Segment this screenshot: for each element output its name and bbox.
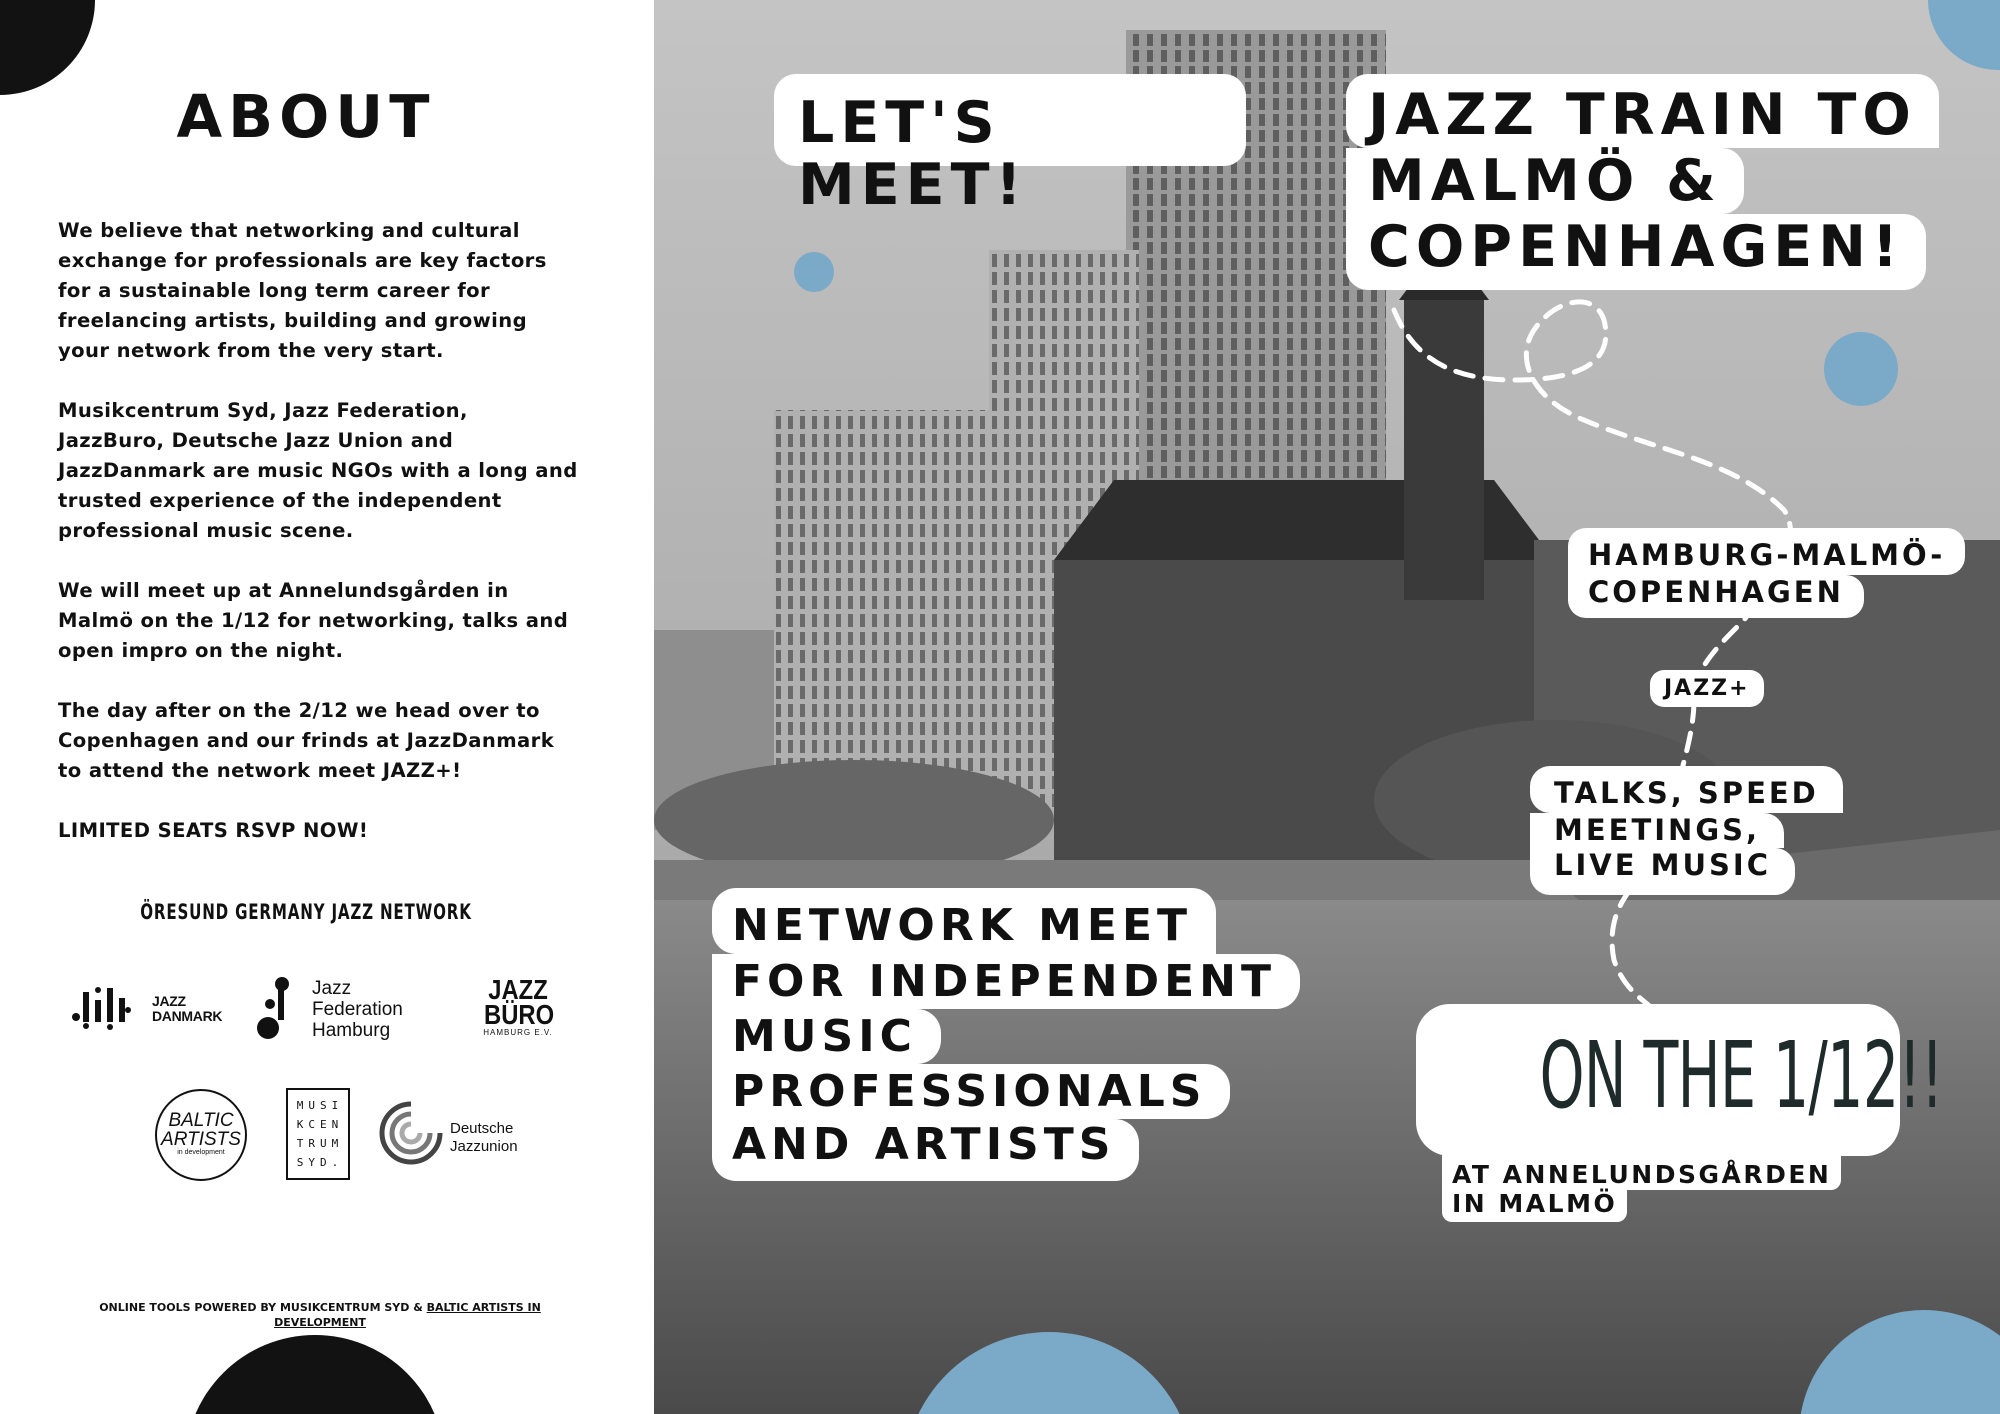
footer-text: ONLINE TOOLS POWERED BY MUSIKCENTRUM SYD & xyxy=(99,1301,427,1314)
route-line: COPENHAGEN xyxy=(1568,575,1864,618)
lets-meet-bubble xyxy=(774,74,1246,218)
jazz-train-line: COPENHAGEN! xyxy=(1346,214,1926,290)
jazzburo-line1: JAZZ xyxy=(488,974,548,1005)
baltic-line1: BALTIC xyxy=(168,1110,234,1131)
talks-line: TALKS, SPEED xyxy=(1530,766,1843,813)
talks-bubble xyxy=(1530,766,1843,895)
jazz-federation-line2: Federation xyxy=(312,999,403,1020)
jazzdanmark-bars-icon xyxy=(70,982,150,1032)
jazz-federation-line1: Jazz xyxy=(312,978,352,999)
decorative-circle-top xyxy=(0,0,95,95)
baltic-artists-logo xyxy=(155,1089,247,1181)
venue-line: IN MALMÖ xyxy=(1442,1190,1627,1222)
route-line: HAMBURG-MALMÖ- xyxy=(1568,528,1965,575)
network-meet-line: NETWORK MEET xyxy=(712,888,1216,954)
jazz-plus-bubble xyxy=(1650,670,1764,707)
jazz-train-line: JAZZ TRAIN TO xyxy=(1346,74,1939,148)
about-paragraph: We will meet up at Annelundsgården in Malmö on the 1/12 for networking, talks and open impro on the night. xyxy=(58,579,569,662)
network-heading: ÖRESUND GERMANY JAZZ NETWORK xyxy=(140,900,472,924)
network-meet-bubble xyxy=(712,888,1300,1181)
about-heading: ABOUT xyxy=(176,82,436,151)
jazzburo-line2: BÜRO xyxy=(484,999,555,1030)
baltic-line3: in development xyxy=(177,1149,225,1156)
musikcentrum-row: SYD. xyxy=(296,1156,344,1169)
jazzburo-logo xyxy=(478,974,558,1050)
jazz-plus-text: JAZZ+ xyxy=(1664,676,1750,701)
jazzunion-rings-icon xyxy=(378,1100,444,1166)
musikcentrum-row: TRUM xyxy=(296,1137,344,1150)
jazz-train-bubble xyxy=(1346,74,1939,290)
jazz-federation-line3: Hamburg xyxy=(312,1020,391,1041)
about-paragraph: We believe that networking and cultural exchange for professionals are key factors for a sustainable long term career for freelancing artists, building and growing your network from the very start. xyxy=(58,219,547,362)
footer-credit xyxy=(60,1300,580,1330)
jazzunion-line2: Jazzunion xyxy=(450,1138,518,1155)
talks-line: LIVE MUSIC xyxy=(1530,848,1795,895)
about-paragraph: The day after on the 2/12 we head over to Copenhagen and our frinds at JazzDanmark to attend the network meet JAZZ+! xyxy=(58,699,555,782)
venue-line: AT ANNELUNDSGÅRDEN xyxy=(1442,1152,1841,1190)
musikcentrum-syd-logo xyxy=(286,1088,350,1180)
musikcentrum-row: KCEN xyxy=(296,1118,344,1131)
network-meet-line: MUSIC xyxy=(712,1009,941,1064)
talks-line: MEETINGS, xyxy=(1530,813,1784,848)
jazz-federation-logo xyxy=(256,976,436,1042)
lets-meet-text: LET'S MEET! xyxy=(798,90,1028,218)
route-bubble xyxy=(1568,528,1965,618)
jazzdanmark-label: JAZZ DANMARK xyxy=(152,993,223,1024)
rsvp-text: LIMITED SEATS RSVP NOW! xyxy=(58,819,369,842)
jazzdanmark-logo xyxy=(70,982,242,1032)
footer-link[interactable]: BALTIC ARTISTS IN DEVELOPMENT xyxy=(274,1301,541,1329)
jazz-train-line: MALMÖ & xyxy=(1346,148,1744,214)
about-text xyxy=(58,216,578,876)
network-meet-line: PROFESSIONALS xyxy=(712,1064,1230,1119)
about-panel xyxy=(0,0,654,1414)
date-text: ON THE 1/12!! xyxy=(1539,1022,1943,1129)
venue-bubble xyxy=(1442,1152,1841,1222)
decorative-circle-bottom xyxy=(185,1335,445,1414)
jazzburo-line3: HAMBURG E.V. xyxy=(483,1028,553,1037)
jazzunion-line1: Deutsche xyxy=(450,1120,514,1137)
network-meet-line: AND ARTISTS xyxy=(712,1119,1139,1181)
baltic-line2: ARTISTS xyxy=(161,1129,241,1150)
poster-panel xyxy=(654,0,2000,1414)
musikcentrum-row: MUSI xyxy=(296,1099,344,1112)
date-bubble xyxy=(1416,1004,1943,1156)
deutsche-jazzunion-logo xyxy=(378,1100,538,1170)
network-meet-line: FOR INDEPENDENT xyxy=(712,954,1300,1009)
about-paragraph: Musikcentrum Syd, Jazz Federation, JazzBuro, Deutsche Jazz Union and JazzDanmark are music NGOs with a long and trusted experience of the independent professional music scene. xyxy=(58,399,578,542)
jazz-federation-note-icon xyxy=(256,976,296,1042)
